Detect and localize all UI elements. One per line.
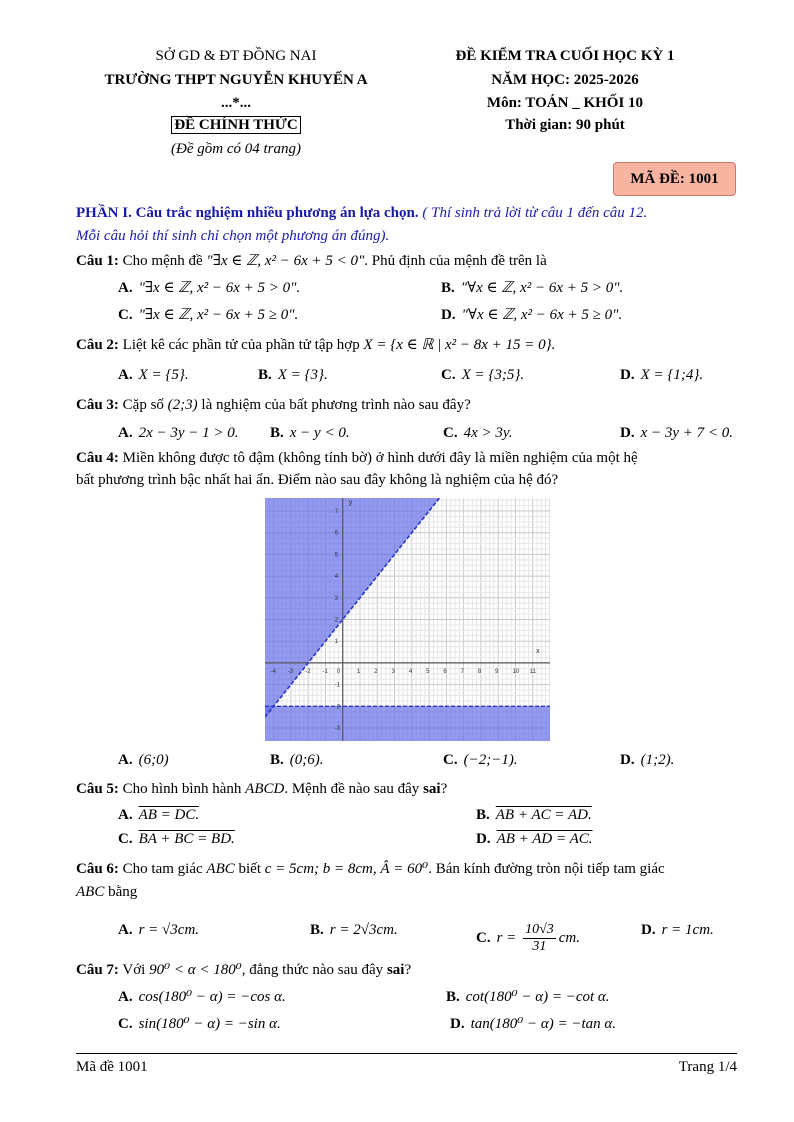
q2-option-d[interactable]: D. X = {1;4}. [620,367,704,383]
question-label: Câu 4: [76,450,119,466]
duration: Thời gian: 90 phút [505,117,625,133]
question-text: Với [122,962,146,978]
q4-option-d[interactable]: D. (1;2). [620,752,675,768]
question-5 [76,781,447,798]
option-text: BA + BC = BD. [138,831,235,847]
question-7 [76,960,411,979]
option-text: X = {5}. [138,367,189,383]
exam-code-badge: MÃ ĐỀ: 1001 [613,162,736,196]
triangle-name: ABC [206,861,235,877]
emphasis: sai [423,781,441,797]
option-text: "∀x ∈ ℤ, x² − 6x + 5 ≥ 0". [461,307,623,323]
x-tick-label: -1 [322,668,328,675]
footer-exam-code: Mã đề 1001 [76,1059,148,1075]
question-6-cont [76,884,137,901]
question-label: Câu 2: [76,337,119,353]
option-text: X = {3;5}. [461,367,525,383]
exam-title: ĐỀ KIỂM TRA CUỐI HỌC KỲ 1 [455,48,675,64]
q5-option-c[interactable]: C. BA + BC = BD. [118,831,235,847]
q5-option-d[interactable]: D. AB + AD = AC. [476,831,593,847]
school-year: NĂM HỌC: 2025-2026 [491,72,639,88]
option-text: r = √3cm. [138,922,200,938]
option-text: cos(180⁰ − α) = −cos α. [138,989,286,1005]
question-4-cont: bất phương trình bậc nhất hai ẩn. Điểm nào sau đây không là nghiệm của hệ đó? [76,472,559,488]
x-tick-label: -3 [287,668,294,675]
question-text: Miền không được tô đậm (không tính bờ) ở hình dưới đây là miền nghiệm của một hệ [122,450,638,466]
page-count-note: (Đề gồm có 04 trang) [171,141,301,157]
option-text: "∃x ∈ ℤ, x² − 6x + 5 > 0". [138,280,301,296]
y-tick-label: 2 [334,617,339,624]
footer-divider [76,1053,737,1054]
q6-option-c[interactable]: C. r = $\frac{10√3}{31}$ cm. [476,922,580,954]
origin-label: 0 [336,668,341,675]
q3-option-b[interactable]: B. x − y < 0. [270,425,350,441]
q1-option-b[interactable]: B. "∀x ∈ ℤ, x² − 6x + 5 > 0". [441,280,624,296]
option-text: sin(180⁰ − α) = −sin α. [138,1016,281,1032]
q3-option-d[interactable]: D. x − 3y + 7 < 0. [620,425,734,441]
fraction [523,922,556,955]
question-3 [76,397,471,414]
q7-option-c[interactable]: C. sin(180⁰ − α) = −sin α. [118,1016,281,1032]
q4-option-a[interactable]: A. (6;0) [118,752,169,768]
option-text: 4x > 3y. [463,425,513,441]
subject: Môn: TOÁN _ KHỐI 10 [486,95,644,111]
q5-option-b[interactable]: B. AB + AC = AD. [476,807,592,823]
part1-title: PHẦN I. Câu trắc nghiệm nhiều phương án lựa chọn. [76,205,419,221]
y-tick-label: 1 [334,639,339,646]
question-label: Câu 7: [76,962,119,978]
school-name: TRƯỜNG THPT NGUYỄN KHUYẾN A [104,72,368,88]
option-text: (0;6). [289,752,324,768]
q3-option-a[interactable]: A. 2x − 3y − 1 > 0. [118,425,239,441]
x-tick-label: 1 [357,668,361,675]
option-text: (1;2). [640,752,675,768]
option-text: x − y < 0. [289,425,350,441]
question-label: Câu 1: [76,253,119,269]
q6-option-a[interactable]: A. r = √3cm. [118,922,200,938]
q1-option-c[interactable]: C. "∃x ∈ ℤ, x² − 6x + 5 ≥ 0". [118,307,299,323]
option-text: AB + AC = AD. [495,807,592,823]
given-values: c = 5cm; b = 8cm, Â = 60⁰ [264,861,429,877]
x-axis-label: x [536,647,540,655]
school-department: SỞ GD & ĐT ĐỒNG NAI [155,48,317,64]
option-text: "∃x ∈ ℤ, x² − 6x + 5 ≥ 0". [138,307,299,323]
question-6 [76,859,665,878]
q7-option-d[interactable]: D. tan(180⁰ − α) = −tan α. [450,1016,617,1032]
question-label: Câu 5: [76,781,119,797]
option-text: AB + AD = AC. [496,831,593,847]
y-tick-label: 5 [334,552,339,559]
question-text: Cặp số [122,397,164,413]
triangle-name: ABC [76,884,105,900]
q7-option-b[interactable]: B. cot(180⁰ − α) = −cot α. [446,989,610,1005]
header-separator: ...*... [221,95,251,111]
x-tick-label: 8 [477,668,482,675]
official-exam-label: ĐỀ CHÍNH THỨC [171,116,300,134]
option-text: AB = DC. [138,807,200,823]
option-text: cot(180⁰ − α) = −cot α. [465,989,610,1005]
x-tick-label: -2 [305,668,311,675]
q2-option-b[interactable]: B. X = {3}. [258,367,328,383]
x-tick-label: 5 [426,668,430,675]
number-pair: (2;3) [167,397,198,413]
question-label: Câu 6: [76,861,119,877]
x-tick-label: -4 [270,668,276,675]
fraction-numerator: 10√3 [525,922,554,937]
q6-option-d[interactable]: D. r = 1cm. [641,922,714,938]
y-tick-label: -3 [334,725,341,732]
shaded-region-below-line [265,706,550,741]
angle-condition: 90⁰ < α < 180⁰ [149,962,242,978]
question-text: là nghiệm của bất phương trình nào sau đây? [201,397,471,413]
question-text: Liệt kê các phần tử của phần tử tập hợp [122,337,360,353]
question-text: . Bán kính đường tròn nội tiếp tam giác [428,861,665,877]
shape-name: ABCD [245,781,285,797]
y-tick-label: -2 [334,704,341,711]
x-tick-label: 3 [391,668,395,675]
q6-option-b[interactable]: B. r = 2√3cm. [310,922,398,938]
option-text: tan(180⁰ − α) = −tan α. [470,1016,617,1032]
question-text: biết [238,861,261,877]
x-tick-label: 6 [443,668,447,675]
question-2 [76,335,555,354]
q2-option-c[interactable]: C. X = {3;5}. [441,367,525,383]
q7-option-a[interactable]: A. cos(180⁰ − α) = −cos α. [118,989,286,1005]
x-tick-label: 4 [408,668,413,675]
x-tick-label: 11 [529,668,536,675]
set-definition: X = {x ∈ ℝ | x² − 8x + 15 = 0}. [363,337,556,353]
option-text: (6;0) [138,752,169,768]
question-4 [76,450,638,467]
y-tick-label: 4 [334,574,339,581]
q5-option-a[interactable]: A. AB = DC. [118,807,200,823]
question-text: , đẳng thức nào sau đây [241,962,384,978]
option-text: X = {3}. [277,367,328,383]
option-text: 2x − 3y − 1 > 0. [138,425,239,441]
q1-option-d[interactable]: D. "∀x ∈ ℤ, x² − 6x + 5 ≥ 0". [441,307,623,323]
option-text: r = 1cm. [661,922,714,938]
option-text: r = 2√3cm. [329,922,398,938]
y-axis-label: y [348,499,353,507]
proposition: "∃x ∈ ℤ, x² − 6x + 5 < 0" [206,253,365,269]
y-tick-label: 7 [334,509,339,516]
question-text: ? [404,962,412,978]
question-text: ? [440,781,448,797]
q4-option-b[interactable]: B. (0;6). [270,752,324,768]
option-text: (−2;−1). [463,752,518,768]
q2-option-a[interactable]: A. X = {5}. [118,367,189,383]
inequality-region-graph [265,498,550,741]
option-unit: cm. [558,929,580,946]
y-tick-label: 6 [334,530,339,537]
option-text: "∀x ∈ ℤ, x² − 6x + 5 > 0". [460,280,624,296]
question-text: Cho tam giác [122,861,203,877]
question-1 [76,251,547,270]
x-tick-label: 9 [495,668,499,675]
question-text: . Phủ định của mệnh đề trên là [364,253,547,269]
part1-note-2: Mỗi câu hỏi thí sinh chỉ chọn một phương án đúng). [76,228,390,244]
question-text: bằng [108,884,138,900]
x-tick-label: 7 [460,668,464,675]
emphasis: sai [386,962,405,978]
q4-option-c[interactable]: C. (−2;−1). [443,752,518,768]
x-tick-label: 2 [374,668,378,675]
question-text: Cho mệnh đề [122,253,203,269]
part1-note: ( Thí sinh trả lời từ câu 1 đến câu 12. [422,205,648,221]
y-tick-label: 3 [334,595,339,602]
q3-option-c[interactable]: C. 4x > 3y. [443,425,513,441]
question-text: . Mệnh đề nào sau đây [284,781,420,797]
question-label: Câu 3: [76,397,119,413]
q1-option-a[interactable]: A. "∃x ∈ ℤ, x² − 6x + 5 > 0". [118,280,301,296]
footer-page-number: Trang 1/4 [678,1059,737,1075]
x-tick-label: 10 [512,668,520,675]
fraction-denominator: 31 [532,939,547,954]
option-text: x − 3y + 7 < 0. [640,425,734,441]
question-text: Cho hình bình hành [122,781,242,797]
y-tick-label: -1 [334,682,341,689]
option-text: X = {1;4}. [640,367,704,383]
